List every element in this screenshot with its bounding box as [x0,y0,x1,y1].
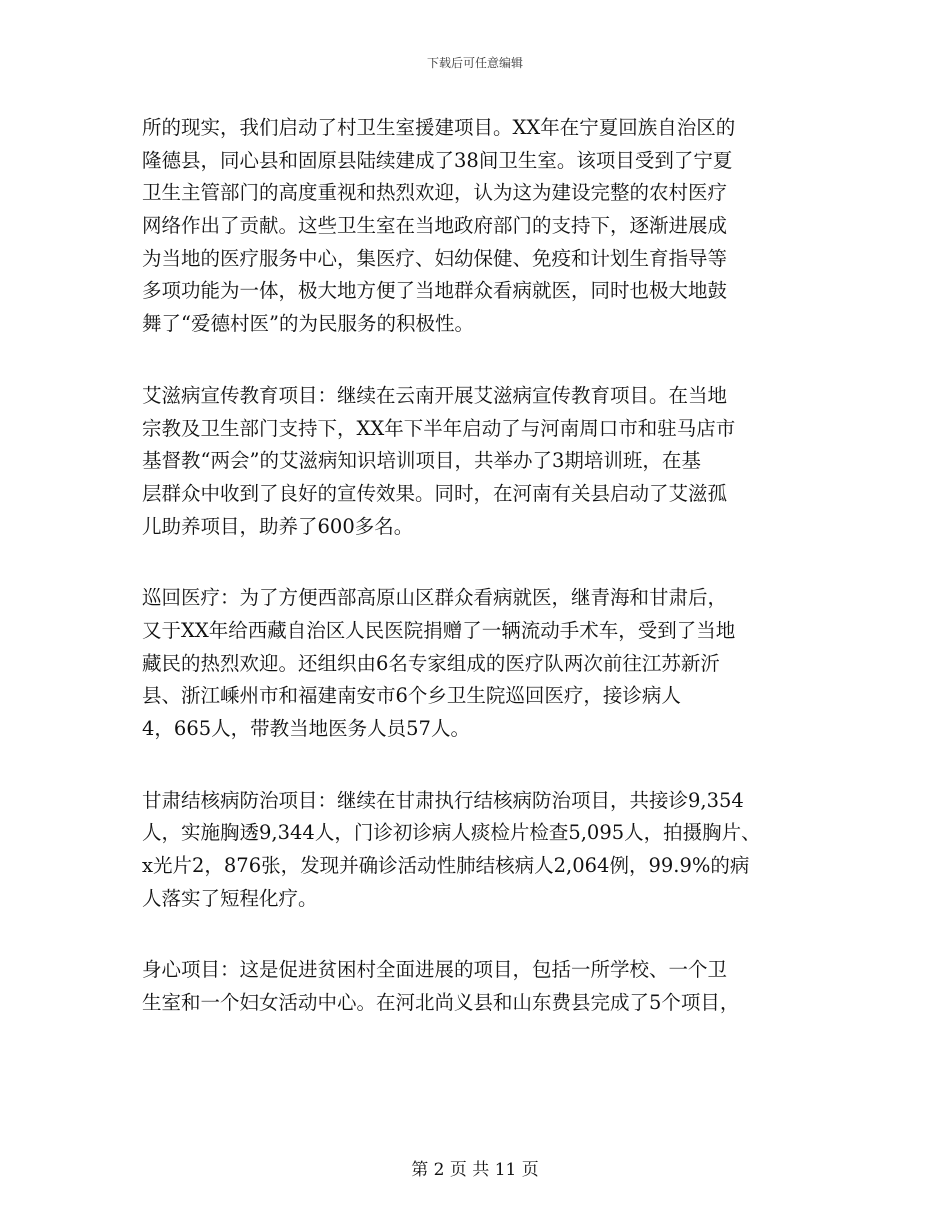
paragraph-mobile-medical [142,582,822,745]
text-line: 甘肃结核病防治项目：继续在甘肃执行结核病防治项目，共接诊9,354 [142,788,744,812]
text-line: 所的现实，我们启动了村卫生室援建项目。XX年在宁夏回族自治区的 [142,116,736,139]
document-body [142,112,822,1059]
text-line: 人，实施胸透9,344人，门诊初诊病人痰检片检查5,095人，拍摄胸片、 [142,821,761,845]
text-line: 基督教“两会”的艾滋病知识培训项目，共举办了3期培训班，在基 [142,449,701,473]
page-header: 下载后可任意编辑 [426,56,523,70]
text-line: 生室和一个妇女活动中心。在河北尚义县和山东费县完成了5个项目， [142,991,740,1015]
text-line: 卫生主管部门的高度重视和热烈欢迎，认为这为建设完整的农村医疗 [142,181,728,205]
text-line: 舞了“爱德村医”的为民服务的积极性。 [142,312,474,336]
text-line: 多项功能为一体，极大地方便了当地群众看病就医，同时也极大地鼓 [142,279,728,303]
text-line: 层群众中收到了良好的宣传效果。同时，在河南有关县启动了艾滋孤 [142,481,728,505]
text-line: 人落实了短程化疗。 [142,886,318,910]
text-line: 网络作出了贡献。这些卫生室在当地政府部门的支持下，逐渐进展成 [142,214,728,238]
text-line: 儿助养项目，助养了600多名。 [142,514,414,538]
text-line: 巡回医疗：为了方便西部高原山区群众看病就医，继青海和甘肃后， [142,586,728,610]
text-line: 藏民的热烈欢迎。还组织由6名专家组成的医疗队两次前往江苏新沂 [142,651,720,675]
text-line: 县、浙江嵊州市和福建南安市6个乡卫生院巡回医疗，接诊病人 [142,684,681,708]
text-line: 身心项目：这是促进贫困村全面进展的项目，包括一所学校、一个卫 [142,958,728,982]
text-line: 又于XX年给西藏自治区人民医院捐赠了一辆流动手术车，受到了当地 [142,618,736,642]
text-line: 艾滋病宣传教育项目：继续在云南开展艾滋病宣传教育项目。在当地 [142,383,728,407]
text-line: 宗教及卫生部门支持下，XX年下半年启动了与河南周口市和驻马店市 [142,416,736,440]
paragraph-body-mind-project [142,954,822,1019]
text-line: x光片2，876张，发现并确诊活动性肺结核病人2,064例，99.9%的病 [142,854,750,878]
page-footer: 第 2 页 共 11 页 [411,1160,539,1180]
text-line: 隆德县，同心县和固原县陆续建成了38间卫生室。该项目受到了宁夏 [142,148,733,172]
paragraph-aids-education [142,380,822,543]
text-line: 为当地的医疗服务中心，集医疗、妇幼保健、免疫和计划生育指导等 [142,246,728,270]
text-line: 4，665人，带教当地医务人员57人。 [142,717,470,740]
paragraph-tuberculosis [142,785,822,916]
paragraph-clinic-project [142,112,822,341]
